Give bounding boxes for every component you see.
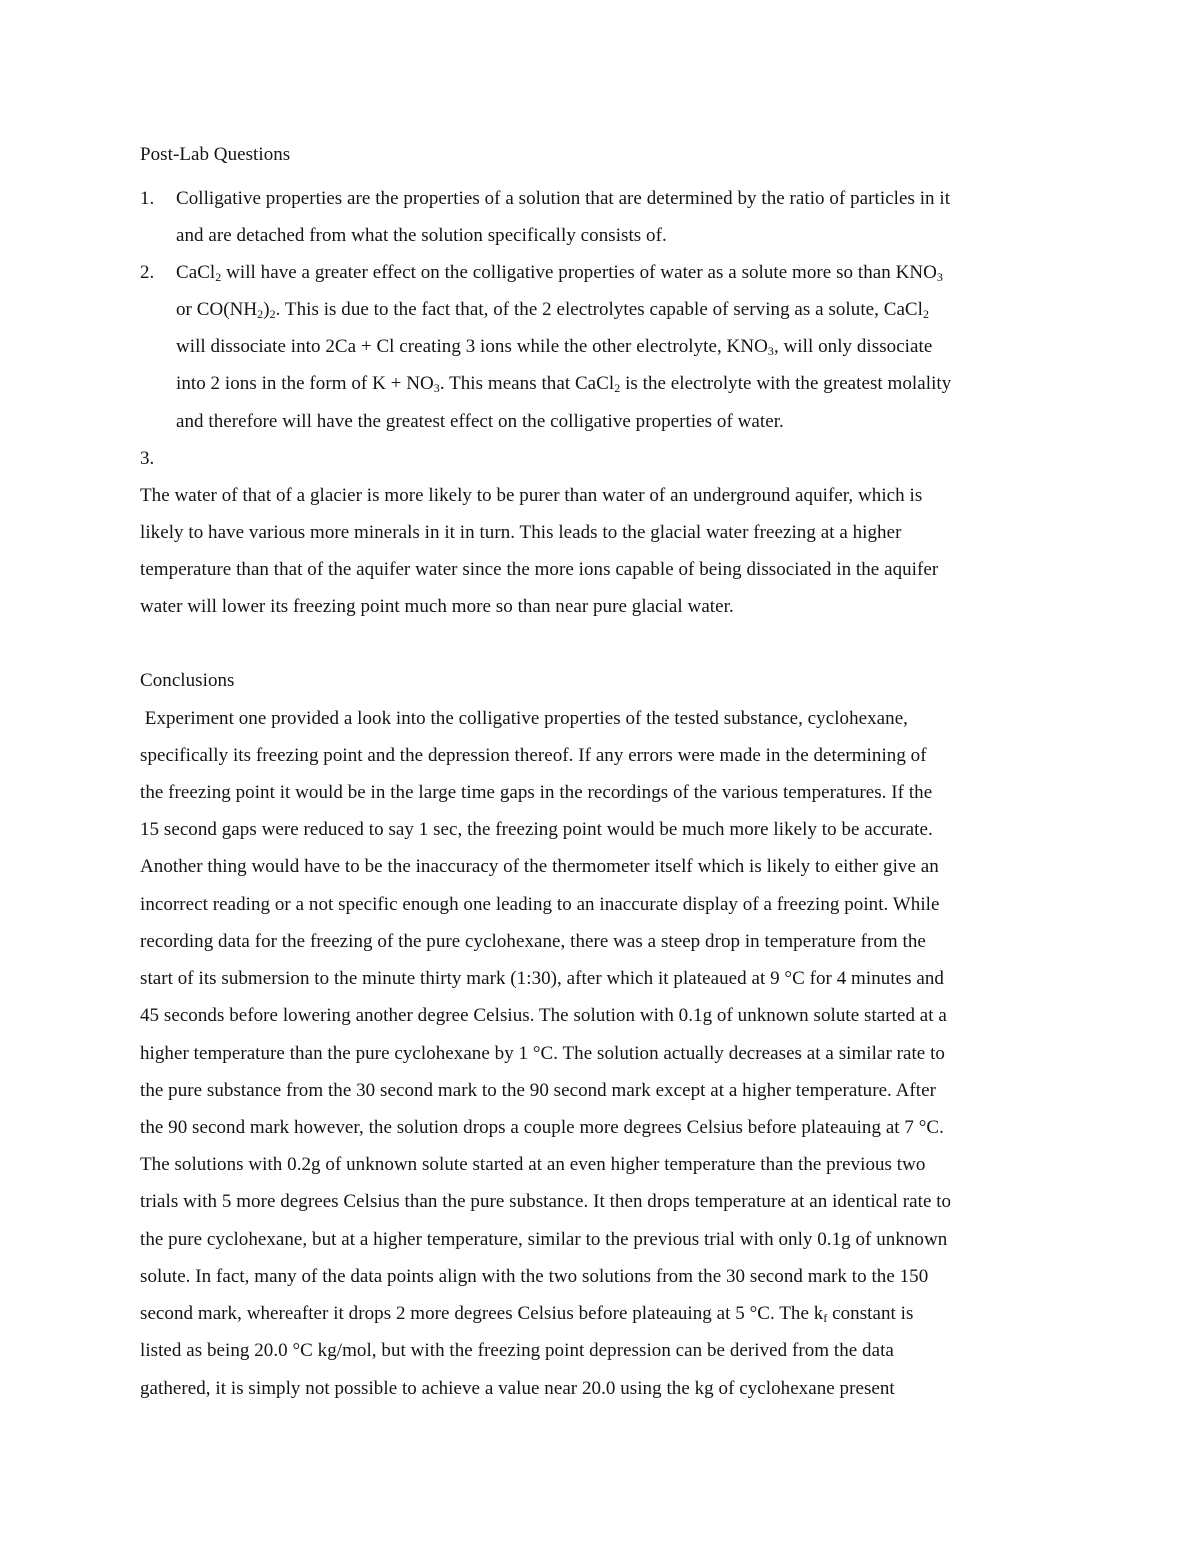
q2-text: will have a greater effect on the colligative properties of water as a solute more so than KNO	[221, 262, 937, 283]
subscript: 3	[433, 381, 440, 395]
conclusions-heading: Conclusions	[140, 670, 235, 691]
q2-line-1	[176, 261, 943, 285]
conclusions-line-3: the freezing point it would be in the large time gaps in the recordings of the various temperatures. If the	[140, 782, 933, 803]
conclusions-line-5: Another thing would have to be the inaccuracy of the thermometer itself which is likely to either give an	[140, 856, 939, 877]
q3-line-1: The water of that of a glacier is more likely to be purer than water of an underground aquifer, which is	[140, 485, 923, 506]
conclusions-line-15: the pure cyclohexane, but at a higher temperature, similar to the previous trial with only 0.1g of unknown	[140, 1229, 948, 1250]
q2-line-3	[176, 335, 932, 359]
postlab-heading: Post-Lab Questions	[140, 144, 291, 165]
q2-text: )	[263, 299, 270, 320]
conclusions-line-11: the pure substance from the 30 second mark to the 90 second mark except at a higher temperature. After	[140, 1080, 936, 1101]
conclusions-line-10: higher temperature than the pure cyclohexane by 1 °C. The solution actually decreases at a similar rate to	[140, 1043, 945, 1064]
q2-text: CaCl	[176, 262, 216, 283]
q2-text: , will only dissociate	[773, 336, 933, 357]
q3-line-3: temperature than that of the aquifer water since the more ions capable of being dissociated in the aquifer	[140, 559, 939, 580]
q2-line-2	[176, 298, 929, 322]
q1-line-2: and are detached from what the solution specifically consists of.	[176, 225, 667, 246]
q2-text: or CO(NH	[176, 299, 258, 320]
q3-line-2: likely to have various more minerals in it in turn. This leads to the glacial water freezing at a higher	[140, 522, 902, 543]
q1-line-1: Colligative properties are the properties of a solution that are determined by the ratio of particles in it	[176, 188, 951, 209]
conclusions-line-7: recording data for the freezing of the pure cyclohexane, there was a steep drop in temperature from the	[140, 931, 926, 952]
q3-number: 3.	[140, 448, 155, 469]
q2-text: . This is due to the fact that, of the 2 electrolytes capable of serving as a solute, CaCl	[275, 299, 923, 320]
subscript: f	[823, 1311, 828, 1325]
conclusions-line-4: 15 second gaps were reduced to say 1 sec, the freezing point would be much more likely to be accurate.	[140, 819, 933, 840]
q2-text: will dissociate into 2Ca + Cl creating 3 ions while the other electrolyte, KNO	[176, 336, 768, 357]
subscript: 3	[936, 270, 943, 284]
q2-line-4	[176, 372, 951, 396]
q1-number: 1.	[140, 188, 155, 209]
subscript: 2	[269, 307, 276, 321]
conclusions-line-17	[140, 1302, 913, 1326]
q2-text: is the electrolyte with the greatest molality	[620, 373, 952, 394]
conclusions-line-1: Experiment one provided a look into the colligative properties of the tested substance, cyclohexane,	[140, 708, 908, 729]
q3-line-4: water will lower its freezing point much more so than near pure glacial water.	[140, 596, 734, 617]
conclusions-line-6: incorrect reading or a not specific enough one leading to an inaccurate display of a freezing point. While	[140, 894, 940, 915]
q2-line-5: and therefore will have the greatest effect on the colligative properties of water.	[176, 411, 784, 432]
conclusions-line-19: gathered, it is simply not possible to achieve a value near 20.0 using the kg of cyclohexane present	[140, 1378, 895, 1399]
conclusions-line-13: The solutions with 0.2g of unknown solute started at an even higher temperature than the previous two	[140, 1154, 926, 1175]
conclusions-line-12: the 90 second mark however, the solution drops a couple more degrees Celsius before plateauing at 7 °C.	[140, 1117, 944, 1138]
q2-number: 2.	[140, 262, 155, 283]
conclusions-line-18: listed as being 20.0 °C kg/mol, but with the freezing point depression can be derived from the data	[140, 1340, 894, 1361]
conclusions-text: second mark, whereafter it drops 2 more degrees Celsius before plateauing at 5 °C. The k	[140, 1303, 824, 1324]
conclusions-line-9: 45 seconds before lowering another degree Celsius. The solution with 0.1g of unknown solute started at a	[140, 1005, 947, 1026]
q2-text: into 2 ions in the form of K + NO	[176, 373, 434, 394]
subscript: 2	[215, 270, 222, 284]
subscript: 2	[614, 381, 621, 395]
conclusions-text: constant is	[827, 1303, 914, 1324]
subscript: 3	[767, 344, 774, 358]
conclusions-line-16: solute. In fact, many of the data points align with the two solutions from the 30 second mark to the 150	[140, 1266, 929, 1287]
conclusions-line-8: start of its submersion to the minute thirty mark (1:30), after which it plateaued at 9 °C for 4 minutes and	[140, 968, 944, 989]
conclusions-line-14: trials with 5 more degrees Celsius than the pure substance. It then drops temperature at an identical rate to	[140, 1191, 952, 1212]
q2-text: . This means that CaCl	[439, 373, 615, 394]
subscript: 2	[922, 307, 930, 321]
conclusions-line-2: specifically its freezing point and the depression thereof. If any errors were made in the determining of	[140, 745, 927, 766]
subscript: 2	[257, 307, 264, 321]
